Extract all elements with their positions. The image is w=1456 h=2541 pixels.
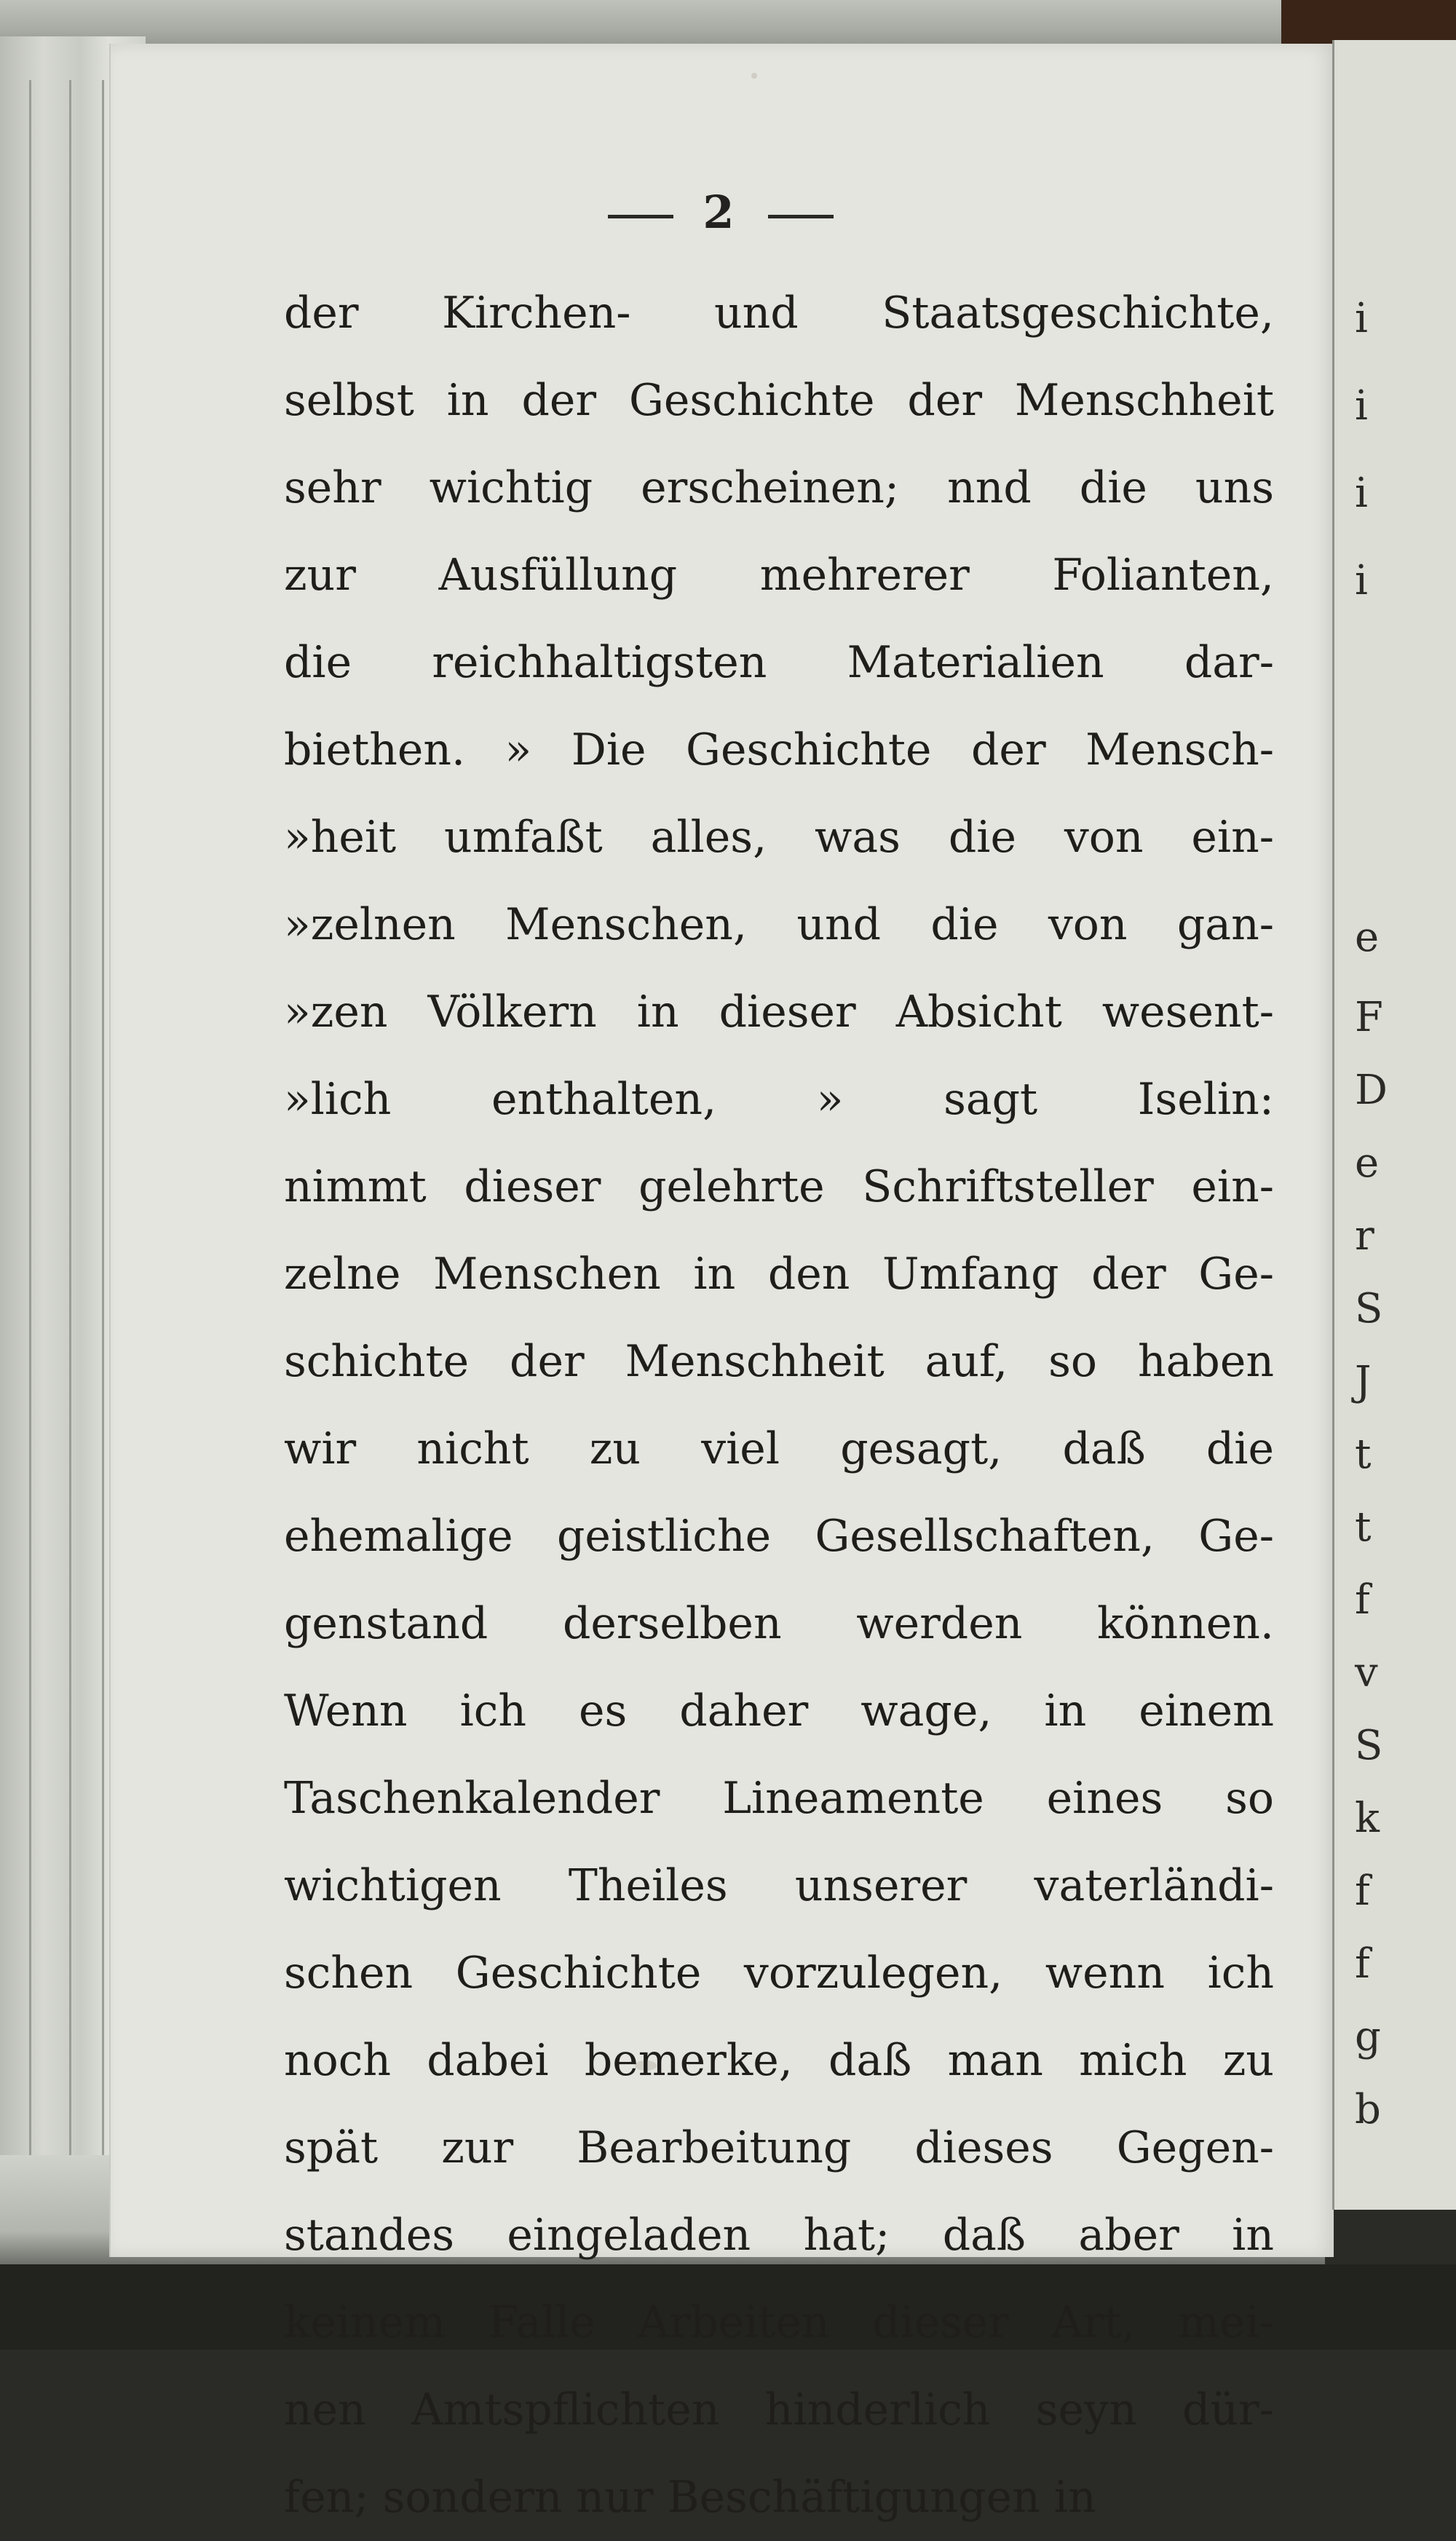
facing-page-letter: r xyxy=(1355,1212,1374,1260)
facing-page-letter: i xyxy=(1355,557,1368,604)
facing-page-letter: D xyxy=(1355,1067,1388,1114)
text-line: schen Geschichte vorzulegen, wenn ich xyxy=(284,1948,1274,1999)
page-edge-line xyxy=(29,80,31,2192)
facing-page-letter: t xyxy=(1355,1503,1372,1551)
facing-page-fragment xyxy=(1332,40,1456,2210)
text-line: keinem Falle Arbeiten dieser Art, mei- xyxy=(284,2297,1274,2348)
text-line: fen; sondern nur Beschäftigungen in xyxy=(284,2472,1096,2523)
text-line: »zen Völkern in dieser Absicht wesent- xyxy=(284,987,1274,1038)
page-number: 2 xyxy=(703,186,739,239)
facing-page-letter: S xyxy=(1355,1285,1383,1332)
header-dash-right xyxy=(768,215,834,218)
text-line: zur Ausfüllung mehrerer Folianten, xyxy=(284,550,1274,601)
facing-page-letter: F xyxy=(1355,994,1383,1041)
text-line: wichtigen Theiles unserer vaterländi- xyxy=(284,1860,1274,1911)
facing-page-letter: t xyxy=(1355,1431,1372,1478)
facing-page-letter: e xyxy=(1355,1139,1380,1187)
text-line: »zelnen Menschen, und die von gan- xyxy=(284,899,1274,950)
facing-page-letter: J xyxy=(1355,1358,1372,1405)
text-line: selbst in der Geschichte der Menschheit xyxy=(284,375,1274,426)
text-line: schichte der Menschheit auf, so haben xyxy=(284,1336,1274,1387)
text-line: der Kirchen- und Staatsgeschichte, xyxy=(284,288,1274,339)
text-line: wir nicht zu viel gesagt, daß die xyxy=(284,1423,1274,1474)
text-line: die reichhaltigsten Materialien dar- xyxy=(284,637,1274,688)
facing-page-letter: v xyxy=(1355,1649,1378,1696)
facing-page-letter: e xyxy=(1355,914,1380,961)
book-cover-corner xyxy=(1281,0,1456,44)
facing-page-letter: f xyxy=(1355,1868,1370,1915)
facing-page-letter: i xyxy=(1355,382,1368,430)
facing-page-letter: i xyxy=(1355,295,1368,342)
text-line: »lich enthalten, » sagt Iselin: xyxy=(284,1074,1274,1125)
header-dash-left xyxy=(608,215,673,218)
body-text xyxy=(284,269,1303,2541)
text-line: noch dabei bemerke, daß man mich zu xyxy=(284,2035,1274,2086)
text-line: genstand derselben werden können. xyxy=(284,1598,1274,1649)
text-line: nimmt dieser gelehrte Schriftsteller ein- xyxy=(284,1161,1274,1212)
facing-page-letter: b xyxy=(1355,2086,1381,2133)
text-line: spät zur Bearbeitung dieses Gegen- xyxy=(284,2122,1274,2173)
text-line: sehr wichtig erscheinen; nnd die uns xyxy=(284,462,1274,513)
facing-page-letter: i xyxy=(1355,470,1368,517)
page-header xyxy=(109,186,1332,239)
page-edge-line xyxy=(69,80,71,2192)
text-line: Wenn ich es daher wage, in einem xyxy=(284,1686,1274,1736)
facing-page-letter: S xyxy=(1355,1722,1383,1769)
page-edge-line xyxy=(102,80,104,2192)
facing-page-letter: k xyxy=(1355,1795,1380,1842)
paper-spot xyxy=(751,73,757,79)
text-line: nen Amtspflichten hinderlich seyn dür- xyxy=(284,2384,1274,2435)
text-line: biethen. » Die Geschichte der Mensch- xyxy=(284,724,1274,775)
text-line: standes eingeladen hat; daß aber in xyxy=(284,2210,1274,2261)
text-line: Taschenkalender Lineamente eines so xyxy=(284,1773,1274,1824)
text-line: ehemalige geistliche Gesellschaften, Ge- xyxy=(284,1511,1274,1562)
facing-page-letter: f xyxy=(1355,1940,1370,1988)
text-line: »heit umfaßt alles, was die von ein- xyxy=(284,812,1274,863)
text-line: zelne Menschen in den Umfang der Ge- xyxy=(284,1249,1274,1300)
facing-page-letter: f xyxy=(1355,1576,1370,1624)
facing-page-letter: g xyxy=(1355,2013,1381,2060)
